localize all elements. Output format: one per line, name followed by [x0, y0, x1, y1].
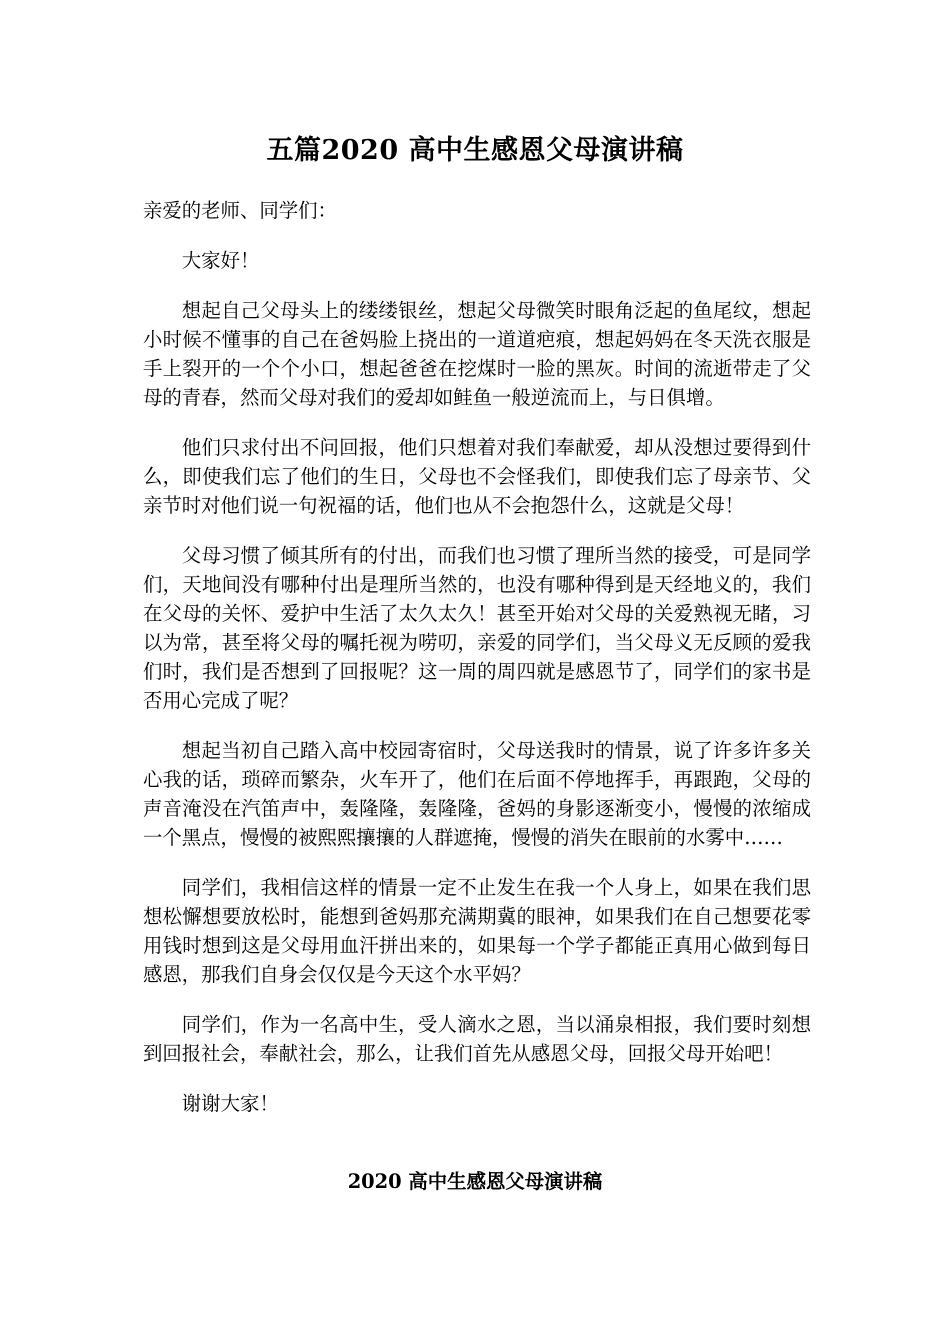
paragraph: 同学们，我相信这样的情景一定不止发生在我一个人身上，如果在我们思想松懈想要放松时，能想到爸妈那充满期冀的眼神，如果我们在自己想要花零用钱时想到这是父母用血汗拼出来的，如果每一个学子都能正真用心做到每日感恩，那我们自身会仅仅是今天这个水平妈？: [143, 876, 811, 986]
closing: 谢谢大家！: [181, 1092, 279, 1115]
paragraph: 想起当初自己踏入高中校园寄宿时，父母送我时的情景，说了许多许多关心我的话，琐碎而繁杂，火车开了，他们在后面不停地挥手，再跟跑，父母的声音淹没在汽笛声中，轰隆隆，轰隆隆，爸妈的身影逐渐变小，慢慢的浓缩成一个黑点，慢慢的被熙熙攘攘的人群遮掩，慢慢的消失在眼前的水雾中……: [143, 739, 811, 849]
paragraph: 同学们，作为一名高中生，受人滴水之恩，当以涌泉相报，我们要时刻想到回报社会，奉献社会，那么，让我们首先从感恩父母，回报父母开始吧！: [143, 1013, 811, 1065]
speech-body: [143, 196, 811, 1139]
paragraph: 想起自己父母头上的缕缕银丝，想起父母微笑时眼角泛起的鱼尾纹，想起小时候不懂事的自己在爸妈脸上挠出的一道道疤痕，想起妈妈在冬天洗衣服是手上裂开的一个个小口，想起爸爸在挖煤时一脸的黑灰。时间的流逝带走了父母的青春，然而父母对我们的爱却如鲑鱼一般逆流而上，与日俱增。: [143, 299, 811, 409]
greeting: 大家好！: [181, 249, 260, 272]
section-subtitle: 2020 高中生感恩父母演讲稿: [347, 1170, 603, 1193]
document-title: 五篇2020 高中生感恩父母演讲稿: [266, 135, 684, 166]
paragraph: 他们只求付出不问回报，他们只想着对我们奉献爱，却从没想过要得到什么，即使我们忘了他们的生日，父母也不会怪我们，即使我们忘了母亲节、父亲节时对他们说一句祝福的话，他们也从不会抱怨什么，这就是父母！: [143, 436, 811, 517]
paragraph: 父母习惯了倾其所有的付出，而我们也习惯了理所当然的接受，可是同学们，天地间没有哪种付出是理所当然的，也没有哪种得到是天经地义的，我们在父母的关怀、爱护中生活了太久太久！甚至开始对父母的关爱熟视无睹，习以为常，甚至将父母的嘱托视为唠叨，亲爱的同学们，当父母义无反顾的爱我们时，我们是否想到了回报呢？这一周的周四就是感恩节了，同学们的家书是否用心完成了呢？: [143, 544, 811, 712]
salutation: 亲爱的老师、同学们：: [143, 199, 337, 222]
